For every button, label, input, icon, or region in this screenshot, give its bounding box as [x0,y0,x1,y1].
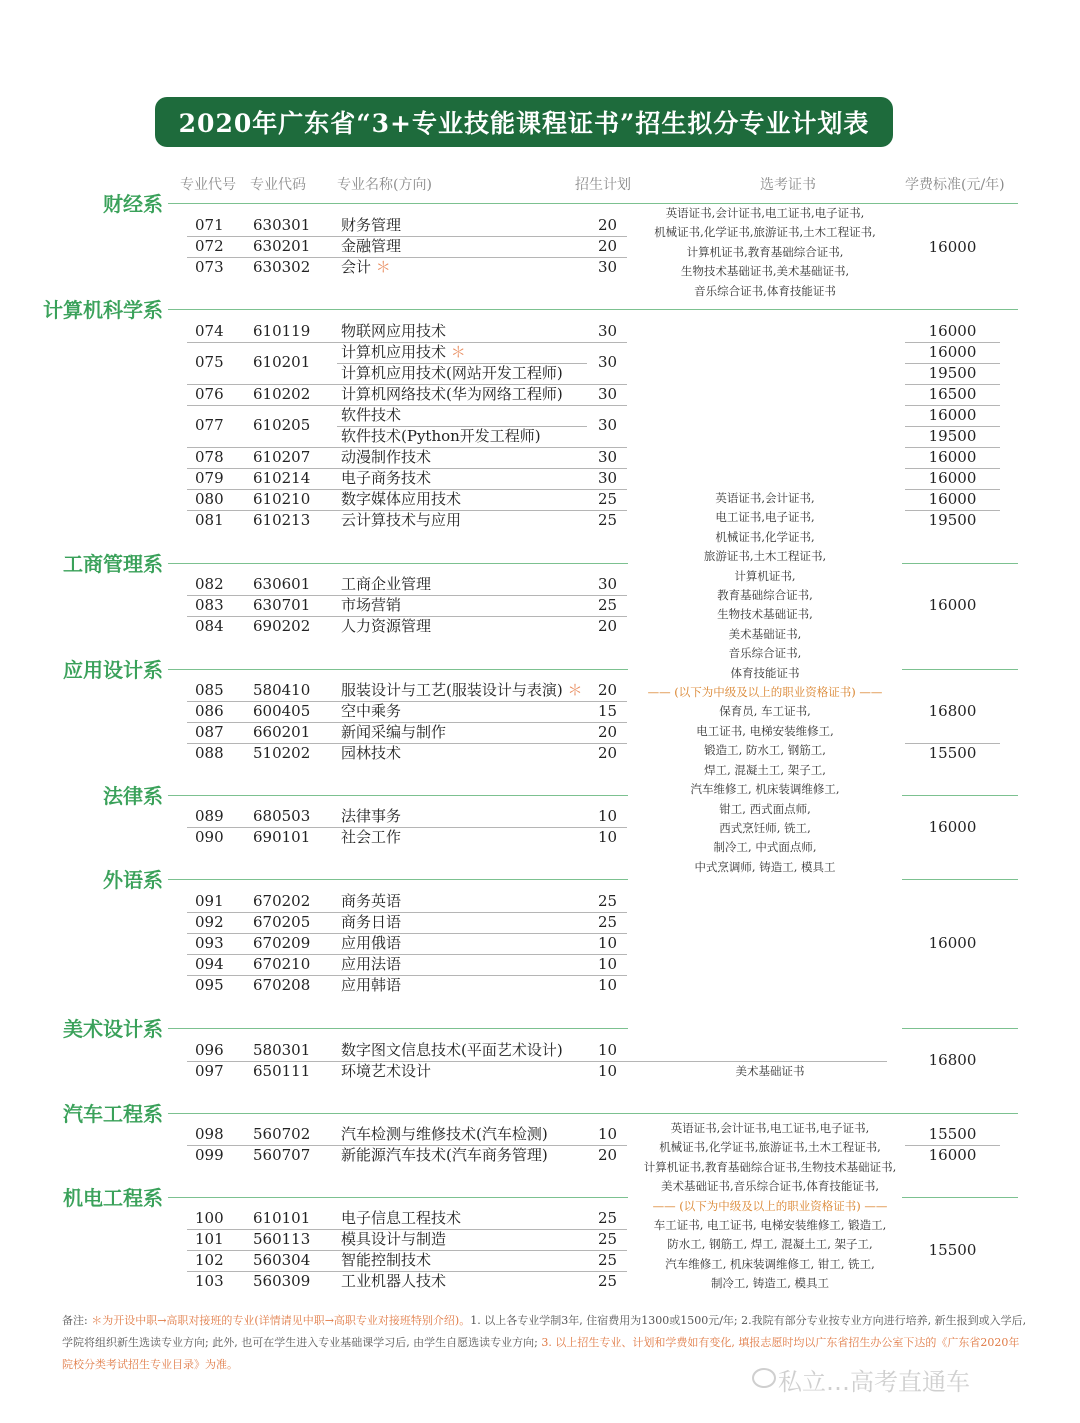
dept-label: 机电工程系 [63,1186,163,1210]
dept-divider [168,1197,628,1198]
dept-label: 工商管理系 [63,552,163,576]
tuition-fee: 16800 [928,702,977,720]
dept-label: 计算机科学系 [43,298,163,322]
tuition-fee: 16000 [928,1146,977,1164]
dept-divider [902,1028,1018,1029]
header-tuition: 学费标准(元/年) [905,177,1005,193]
dept-label: 法律系 [103,784,163,808]
row-divider [187,405,627,406]
tuition-fee: 16000 [928,934,977,952]
header-major-id: 专业代号 [180,177,236,193]
tuition-fee: 16000 [928,406,977,424]
dept-divider [168,1028,628,1029]
tuition-fee: 16000 [928,818,977,836]
tuition-fee: 16800 [928,1051,977,1069]
dept-label: 汽车工程系 [63,1102,163,1126]
dept-divider [168,1113,1018,1114]
dept-label: 财经系 [103,192,163,216]
cert-block-auto-mech: 英语证书,会计证书,电工证书,电子证书, 机械证书,化学证书,旅游证书,土木工程证书, 计算机证书,教育基础综合证书,生物技术基础证书, 美术基础证书,音乐综合证书,体育技能证书, —— (以下为中级及以上的职业资格证书) —— 车工证书, 电工证书, 电梯安装维修工, 锻造工, 防水工, 钢筋工, 焊工, 混凝土工, 架子工, 汽车维修工, 机床装调维修工, 钳工, 铣工, 制冷工, 铸造工, 模具工 [643,1121,897,1291]
dept-divider [168,795,628,796]
tuition-fee: 16500 [928,385,977,403]
header-certificates: 选考证书 [760,177,816,193]
special-class-marker: ＊ [375,258,391,276]
wechat-icon [752,1368,776,1388]
footnote: 备注: ＊为开设中职→高职对接班的专业(详情请见中职→高职专业对接班特别介绍)。1. 以上各专业学制3年, 住宿费用为1300或1500元/年; 2.我院有部分专业按专业方向进行培养, 新生报到或入学后, 学院将组织新生选读专业方向; 此外, 也可在学生进入专业基础课学习后, 由学生自愿选读专业方向; 3. 以上招生专业、计划和学费如有变化, 填报志愿时均以广东省招生办公室下达的《广东省2020年院校分类考试招生专业目录》为准。 [62,1314,1027,1371]
tuition-fee: 19500 [928,427,977,445]
header-plan: 招生计划 [575,177,631,193]
cert-block-art: 美术基础证书 [735,1064,805,1078]
special-class-marker: ＊ [450,343,466,361]
cert-block-finance: 英语证书,会计证书,电工证书,电子证书, 机械证书,化学证书,旅游证书,土木工程证书, 计算机证书,教育基础综合证书, 生物技术基础证书,美术基础证书, 音乐综合证书,体育技能证书 [654,206,876,298]
tuition-fee: 16000 [928,490,977,508]
watermark: 私立…高考直通车 [778,1368,970,1396]
tuition-fee: 19500 [928,364,977,382]
dept-divider [902,879,1018,880]
dept-divider [902,1197,1018,1198]
dept-label: 应用设计系 [63,658,163,682]
tuition-fee: 15500 [928,1125,977,1143]
dept-label: 外语系 [103,868,163,892]
dept-divider [168,309,1018,310]
page-title: 2020年广东省“3+专业技能课程证书”招生拟分专业计划表 [155,97,893,147]
header-major-code: 专业代码 [250,177,306,193]
header-major-name: 专业名称(方向) [337,177,432,193]
tuition-fee: 16000 [928,596,977,614]
tuition-fee: 16000 [928,343,977,361]
tuition-fee: 16000 [928,448,977,466]
tuition-fee: 16000 [928,322,977,340]
dept-divider [168,669,628,670]
tuition-fee: 19500 [928,511,977,529]
dept-divider [902,795,1018,796]
tuition-fee: 15500 [928,744,977,762]
dept-divider [168,563,628,564]
cert-block-main: 英语证书,会计证书, 电工证书,电子证书, 机械证书,化学证书, 旅游证书,土木工程证书, 计算机证书, 教育基础综合证书, 生物技术基础证书, 美术基础证书, 音乐综合证书, 体育技能证书 —— (以下为中级及以上的职业资格证书) —— 保育员, 车工证书, 电工证书, 电梯安装维修工, 锻造工, 防水工, 钢筋工, 焊工, 混凝土工, 架子工, 汽车维修工, 机床装调维修工, 钳工, 西式面点师, 西式烹饪师, 铣工, 制冷工, 中式面点师, 中式烹调师, 铸造工, 模具工 [647,491,883,874]
tuition-fee: 15500 [928,1241,977,1259]
tuition-fee: 16000 [928,238,977,256]
tuition-fee: 16000 [928,469,977,487]
dept-label: 美术设计系 [63,1017,163,1041]
dept-divider [902,669,1018,670]
special-class-marker: ＊ [567,681,583,699]
dept-divider [168,879,628,880]
dept-divider [902,563,1018,564]
